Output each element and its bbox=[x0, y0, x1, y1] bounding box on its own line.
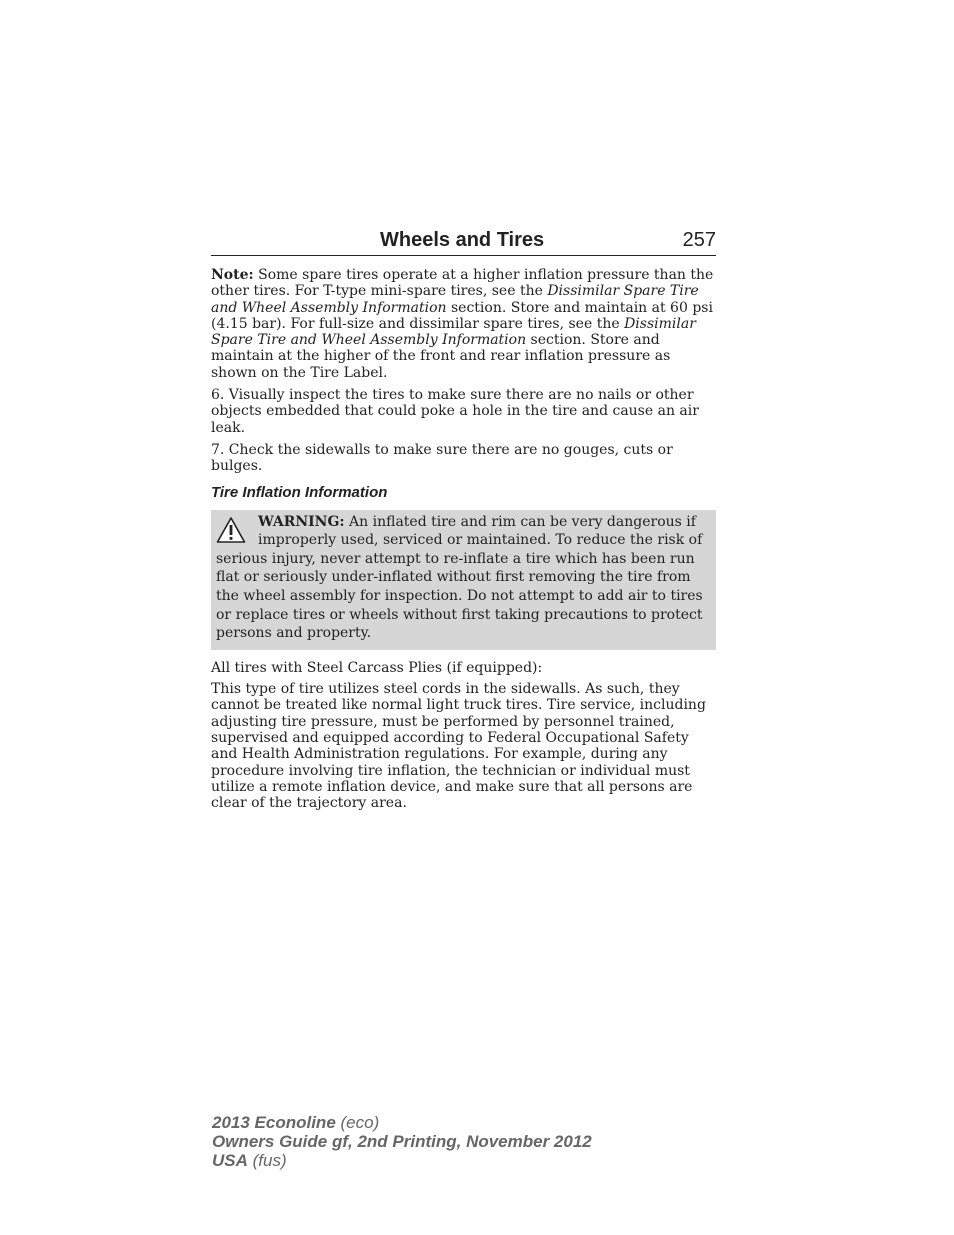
footer-region: USA bbox=[212, 1151, 248, 1170]
steel-plies-description: This type of tire utilizes steel cords in the sidewalls. As such, they cannot be treated like normal light truck tires. Tire service, including adjusting tire pressure, must be performed by personnel trained, supervised and equipped according to Federal Occupational Safety and Health Administration regulations. For example, during any procedure involving tire inflation, the technician or individual must utilize a remote inflation device, and make sure that all persons are clear of the trajectory area. bbox=[211, 681, 706, 812]
note-paragraph bbox=[211, 267, 716, 381]
footer-model-code: (eco) bbox=[335, 1113, 380, 1132]
warning-line-2: improperly used, serviced or maintained. To reduce the risk of bbox=[258, 532, 703, 549]
note-text-3: section. Store and maintain at the higher of the front and rear inflation pressure as shown on the Tire Label. bbox=[211, 332, 671, 381]
note-label: Note: bbox=[211, 267, 254, 283]
manual-page bbox=[211, 229, 716, 811]
page-footer bbox=[212, 1113, 592, 1170]
section-title: Wheels and Tires bbox=[380, 229, 545, 251]
page-number: 257 bbox=[682, 229, 716, 251]
note-reference-2: Dissimilar Spare Tire and Wheel Assembly Information bbox=[211, 315, 696, 349]
page-body bbox=[211, 267, 716, 811]
warning-label: WARNING: bbox=[258, 513, 345, 530]
step-6: 6. Visually inspect the tires to make sure there are no nails or other objects embedded that could poke a hole in the tire and cause an air leak. bbox=[211, 387, 699, 436]
footer-guide: Owners Guide gf, 2nd Printing, November 2012 bbox=[212, 1132, 592, 1151]
warning-lead bbox=[216, 513, 710, 532]
note-reference-1: Dissimilar Spare Tire and Wheel Assembly Information bbox=[211, 283, 699, 316]
footer-model: 2013 Econoline bbox=[212, 1113, 336, 1132]
steel-plies-intro: All tires with Steel Carcass Plies (if equipped): bbox=[211, 659, 543, 676]
warning-rest: serious injury, never attempt to re-inflate a tire which has been run flat or seriously under-inflated without first removing the tire from the wheel assembly for inspection. Do not attempt to add air to tires or replace tires or wheels without first taking precautions to protect persons and property. bbox=[216, 550, 703, 642]
warning-box bbox=[211, 510, 716, 650]
note-text-2: section. Store and maintain at 60 psi (4.15 bar). For full-size and dissimilar spare tires, see the bbox=[211, 299, 713, 332]
footer-line-3 bbox=[212, 1151, 592, 1170]
subheading: Tire Inflation Information bbox=[211, 483, 388, 501]
warning-line-1: An inflated tire and rim can be very dangerous if bbox=[344, 513, 696, 530]
footer-line-2 bbox=[212, 1132, 592, 1151]
step-7: 7. Check the sidewalls to make sure there are no gouges, cuts or bulges. bbox=[211, 441, 673, 475]
page-header bbox=[211, 229, 716, 256]
warning-triangle-icon bbox=[216, 516, 246, 544]
note-text-1: Some spare tires operate at a higher inflation pressure than the other tires. For T-type mini-spare tires, see the bbox=[211, 267, 714, 300]
footer-region-code: (fus) bbox=[247, 1151, 287, 1170]
footer-line-1 bbox=[212, 1113, 592, 1132]
